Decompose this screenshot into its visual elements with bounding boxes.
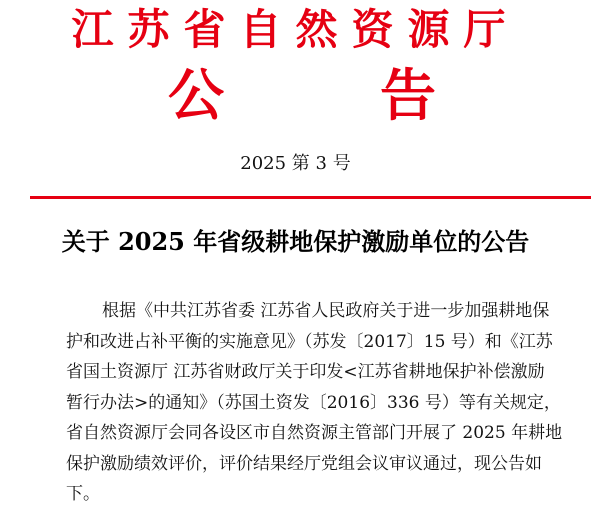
body-line: 下。 [66,484,100,504]
body-line: 省自然资源厅会同各设区市自然资源主管部门开展了 2025 年耕地 [66,423,563,443]
document-type-char-1: 公 [168,63,224,129]
body-line: 护和改进占补平衡的实施意见》（苏发〔2017〕15 号）和《江苏 [66,331,553,352]
notice-body [66,296,578,510]
red-divider-line [30,196,591,199]
body-line: 省国土资源厅 江苏省财政厅关于印发<江苏省耕地保护补偿激励 [66,362,545,382]
body-line: 根据《中共江苏省委 江苏省人民政府关于进一步加强耕地保 [102,301,550,321]
notice-title: 关于 2025 年省级耕地保护激励单位的公告 [61,227,530,256]
body-line: 暂行办法>的通知》（苏国土资发〔2016〕336 号）等有关规定， [66,392,561,413]
body-line: 保护激励绩效评价，评价结果经厅党组会议审议通过，现公告如 [66,453,542,474]
document-type-char-2: 告 [380,63,436,129]
document-number: 2025 第 3 号 [240,153,351,174]
issuing-organization: 江苏省自然资源厅 [71,5,520,54]
document-type [0,63,591,129]
